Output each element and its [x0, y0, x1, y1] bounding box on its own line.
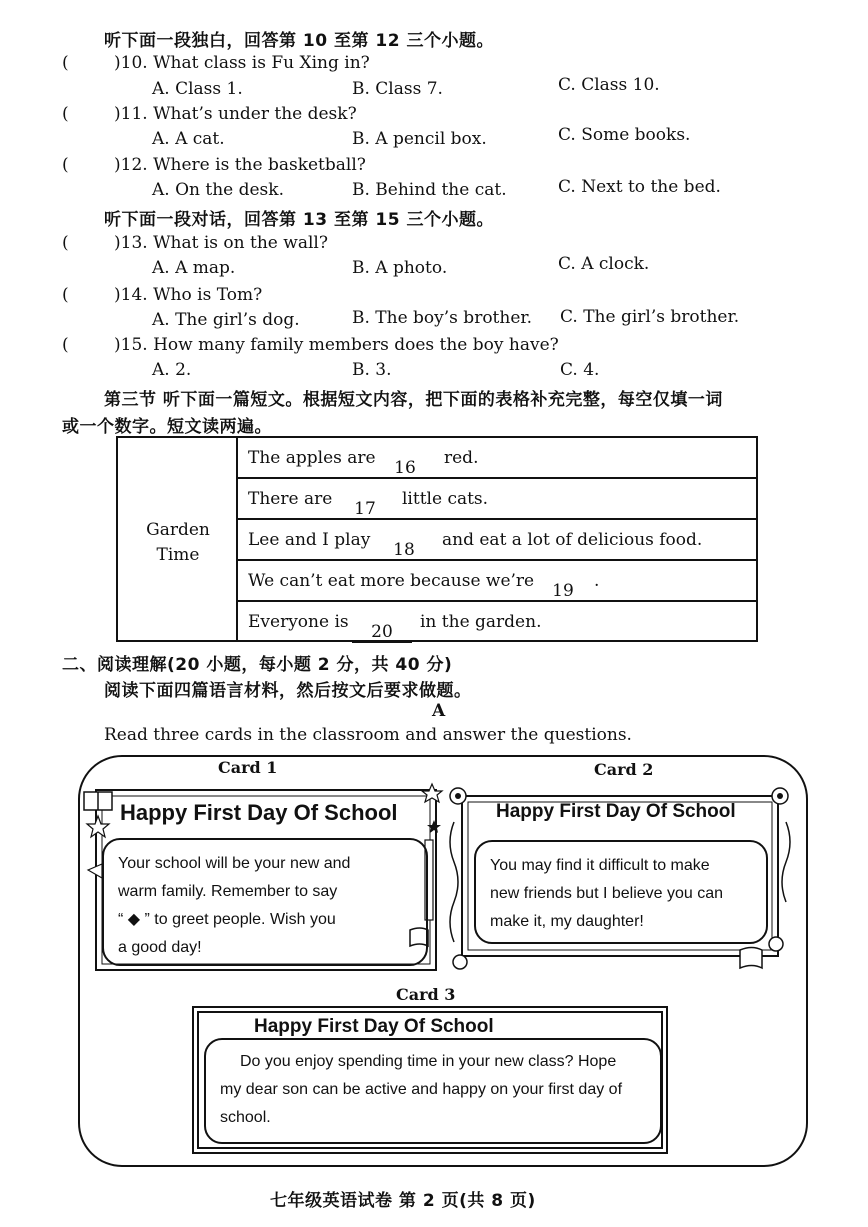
- answer-paren: (: [62, 335, 69, 355]
- answer-paren: (: [62, 104, 69, 124]
- q14-option-c: C. The girl’s brother.: [560, 307, 740, 327]
- card-1-label: Card 1: [218, 758, 278, 777]
- blank-20[interactable]: 20: [352, 622, 412, 643]
- q10-option-c: C. Class 10.: [558, 75, 660, 95]
- card-2-title: Happy First Day Of School: [496, 801, 736, 822]
- row-text: Lee and I play: [248, 530, 371, 550]
- card-1-message: [102, 838, 428, 966]
- q13-option-b: B. A photo.: [352, 258, 448, 278]
- question-15: )15. How many family members does the boy have?: [114, 335, 559, 355]
- question-13: )13. What is on the wall?: [114, 233, 328, 253]
- q11-option-b: B. A pencil box.: [352, 129, 487, 149]
- card-3-line: Do you enjoy spending time in your new class? Hope: [240, 1053, 617, 1070]
- q15-option-c: C. 4.: [560, 360, 600, 380]
- card-3-line: my dear son can be active and happy on your first day of: [220, 1081, 623, 1098]
- card-1-line: “ ◆ ” to greet people. Wish you: [118, 911, 336, 928]
- answer-paren: (: [62, 233, 69, 253]
- q11-option-c: C. Some books.: [558, 125, 691, 145]
- section-intro-monologue: 听下面一段独白，回答第 10 至第 12 三个小题。: [104, 31, 494, 51]
- passage-intro: Read three cards in the classroom and answer the questions.: [104, 725, 632, 745]
- answer-paren: (: [62, 285, 69, 305]
- section3-line1: 第三节 听下面一篇短文。根据短文内容，把下面的表格补充完整，每空仅填一词: [104, 390, 723, 410]
- q12-option-c: C. Next to the bed.: [558, 177, 721, 197]
- blank-19[interactable]: 19: [534, 581, 592, 602]
- row-text: There are: [248, 489, 333, 509]
- card-1-line: Your school will be your new and: [118, 855, 351, 872]
- question-14: )14. Who is Tom?: [114, 285, 263, 305]
- row-text: We can’t eat more because we’re: [248, 571, 535, 591]
- q12-option-b: B. Behind the cat.: [352, 180, 507, 200]
- card-3-title: Happy First Day Of School: [254, 1016, 494, 1037]
- card-1-title: Happy First Day Of School: [120, 800, 398, 825]
- card-2-message: [474, 840, 768, 944]
- card-3-line: school.: [220, 1109, 271, 1126]
- card-2-label: Card 2: [594, 760, 654, 779]
- card-3-message: [204, 1038, 662, 1144]
- card-2-line: make it, my daughter!: [490, 913, 644, 930]
- row-text: little cats.: [402, 489, 489, 509]
- part2-heading: 二、阅读理解(20 小题，每小题 2 分，共 40 分): [62, 655, 453, 675]
- q14-option-b: B. The boy’s brother.: [352, 308, 533, 328]
- row-text: .: [594, 571, 600, 591]
- q15-option-b: B. 3.: [352, 360, 392, 380]
- card-3-label: Card 3: [396, 985, 456, 1004]
- passage-letter: A: [432, 701, 446, 721]
- q14-option-a: A. The girl’s dog.: [152, 310, 300, 330]
- table-row: [238, 438, 758, 479]
- side-label-line1: Garden: [146, 520, 210, 540]
- table-row: [238, 602, 758, 643]
- row-text: in the garden.: [420, 612, 542, 632]
- q10-option-b: B. Class 7.: [352, 79, 443, 99]
- q13-option-c: C. A clock.: [558, 254, 650, 274]
- row-text: red.: [444, 448, 479, 468]
- blank-18[interactable]: 18: [374, 540, 434, 561]
- answer-paren: (: [62, 155, 69, 175]
- section3-line2: 或一个数字。短文读两遍。: [62, 417, 272, 437]
- blank-17[interactable]: 17: [336, 499, 394, 520]
- card-2-line: You may find it difficult to make: [490, 857, 710, 874]
- card-1-line: a good day!: [118, 939, 202, 956]
- q13-option-a: A. A map.: [152, 258, 236, 278]
- question-10: )10. What class is Fu Xing in?: [114, 53, 370, 73]
- q10-option-a: A. Class 1.: [152, 79, 243, 99]
- row-text: Everyone is: [248, 612, 349, 632]
- garden-time-table: [116, 436, 758, 642]
- blank-16[interactable]: 16: [374, 458, 436, 479]
- q12-option-a: A. On the desk.: [152, 180, 284, 200]
- answer-paren: (: [62, 53, 69, 73]
- section-intro-dialogue: 听下面一段对话，回答第 13 至第 15 三个小题。: [104, 210, 494, 230]
- question-11: )11. What’s under the desk?: [114, 104, 357, 124]
- question-12: )12. Where is the basketball?: [114, 155, 366, 175]
- q15-option-a: A. 2.: [152, 360, 192, 380]
- q11-option-a: A. A cat.: [152, 129, 225, 149]
- table-row: [238, 520, 758, 561]
- card-1-line: warm family. Remember to say: [118, 883, 338, 900]
- side-label-line2: Time: [156, 545, 200, 565]
- card-2-line: new friends but I believe you can: [490, 885, 724, 902]
- part2-instruction: 阅读下面四篇语言材料，然后按文后要求做题。: [104, 681, 472, 701]
- page-footer: 七年级英语试卷 第 2 页(共 8 页): [270, 1191, 536, 1211]
- row-text: The apples are: [248, 448, 376, 468]
- table-row: [238, 561, 758, 602]
- row-text: and eat a lot of delicious food.: [442, 530, 703, 550]
- table-side-header: [118, 438, 238, 640]
- table-row: [238, 479, 758, 520]
